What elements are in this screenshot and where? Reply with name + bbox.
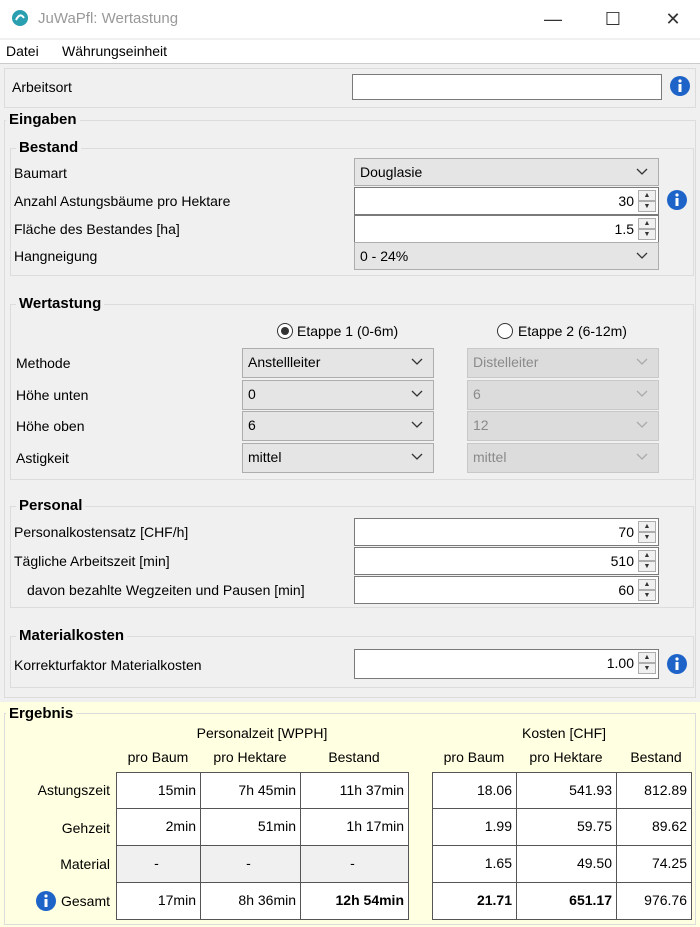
spin-down-icon[interactable]: ▼	[638, 229, 656, 240]
anzahl-value: 30	[618, 193, 634, 209]
ergebnis-title: Ergebnis	[6, 705, 76, 722]
hang-select[interactable]	[354, 242, 659, 270]
table-cell: 51min	[200, 808, 301, 846]
wegzeiten-value: 60	[618, 582, 634, 598]
wegzeiten-label: davon bezahlte Wegzeiten und Pausen [min]	[27, 582, 305, 598]
spin-up-icon[interactable]: ▲	[638, 652, 656, 663]
etappe2-label[interactable]: Etappe 2 (6-12m)	[518, 323, 627, 339]
table-cell: 17min	[116, 882, 201, 920]
table-cell: 74.25	[616, 845, 692, 883]
row-label-gesamt: Gesamt	[60, 893, 110, 909]
table-cell: 49.50	[516, 845, 617, 883]
chevron-down-icon	[411, 420, 423, 430]
baumart-label: Baumart	[14, 165, 67, 181]
hang-label: Hangneigung	[14, 248, 98, 264]
e2-methode-select	[467, 348, 659, 378]
hoehe-unten-label: Höhe unten	[16, 387, 89, 403]
table-cell: 541.93	[516, 772, 617, 809]
title-bar	[0, 0, 700, 38]
table-cell: 1h 17min	[300, 808, 409, 846]
e2-hoehe-oben-select	[467, 411, 659, 441]
col-header: pro Baum	[443, 749, 505, 765]
chevron-down-icon	[636, 420, 648, 430]
chevron-down-icon	[636, 452, 648, 462]
wegzeiten-stepper[interactable]	[354, 576, 659, 604]
spin-down-icon[interactable]: ▼	[638, 561, 656, 572]
window-title: JuWaPfl: Wertastung	[38, 10, 179, 27]
arbeitszeit-label: Tägliche Arbeitszeit [min]	[14, 553, 170, 569]
chevron-down-icon	[636, 167, 648, 177]
close-button[interactable]: ✕	[665, 9, 681, 29]
etappe1-label[interactable]: Etappe 1 (0-6m)	[297, 323, 399, 339]
table-cell: 7h 45min	[200, 772, 301, 809]
materialkosten-title: Materialkosten	[16, 627, 127, 644]
eingaben-title: Eingaben	[6, 111, 80, 128]
flaeche-value: 1.5	[614, 221, 634, 237]
e2-astigkeit-value: mittel	[473, 449, 507, 465]
chevron-down-icon	[411, 389, 423, 399]
table-cell: 12h 54min	[300, 882, 409, 920]
arbeitsort-label: Arbeitsort	[12, 79, 72, 95]
menu-bar	[0, 40, 700, 64]
spin-down-icon[interactable]: ▼	[638, 663, 656, 674]
chevron-down-icon	[411, 357, 423, 367]
baumart-select[interactable]	[354, 158, 659, 186]
col-header: pro Hektare	[529, 749, 603, 765]
anzahl-stepper[interactable]	[354, 187, 659, 215]
app-icon	[10, 8, 30, 28]
e2-hoehe-unten-value: 6	[473, 386, 481, 402]
table-cell: 21.71	[432, 882, 517, 920]
spin-up-icon[interactable]: ▲	[638, 218, 656, 229]
personalkostensatz-stepper[interactable]	[354, 518, 659, 546]
row-label-astungszeit: Astungszeit	[37, 782, 110, 798]
minimize-button[interactable]: —	[544, 9, 562, 29]
e2-methode-value: Distelleiter	[473, 354, 539, 370]
table-cell: 59.75	[516, 808, 617, 846]
spin-down-icon[interactable]: ▼	[638, 201, 656, 212]
info-icon[interactable]	[669, 75, 691, 97]
e1-astigkeit-value: mittel	[248, 449, 282, 465]
col-header: Bestand	[630, 749, 682, 765]
etappe1-radio[interactable]	[277, 323, 293, 339]
table-cell: -	[116, 845, 201, 883]
astigkeit-label: Astigkeit	[16, 450, 69, 466]
e1-methode-select[interactable]	[242, 348, 434, 378]
e1-methode-value: Anstellleiter	[248, 354, 321, 370]
personalkostensatz-value: 70	[618, 524, 634, 540]
personal-title: Personal	[16, 497, 85, 514]
bestand-title: Bestand	[16, 139, 81, 156]
menu-waehrungseinheit[interactable]: Währungseinheit	[62, 43, 168, 59]
spin-down-icon[interactable]: ▼	[638, 532, 656, 543]
spin-up-icon[interactable]: ▲	[638, 550, 656, 561]
anzahl-label: Anzahl Astungsbäume pro Hektare	[14, 193, 231, 209]
col-header: pro Hektare	[213, 749, 287, 765]
methode-label: Methode	[16, 355, 71, 371]
e2-hoehe-oben-value: 12	[473, 417, 489, 433]
personalkostensatz-label: Personalkostensatz [CHF/h]	[14, 524, 189, 540]
hoehe-oben-label: Höhe oben	[16, 418, 85, 434]
e2-hoehe-unten-select	[467, 380, 659, 410]
col-header: Bestand	[328, 749, 380, 765]
row-label-material: Material	[60, 856, 110, 872]
table-cell: -	[300, 845, 409, 883]
table-cell: -	[200, 845, 301, 883]
korrekturfaktor-value: 1.00	[606, 655, 634, 671]
table-cell: 976.76	[616, 882, 692, 920]
table-cell: 2min	[116, 808, 201, 846]
chevron-down-icon	[636, 389, 648, 399]
table-cell: 11h 37min	[300, 772, 409, 809]
baumart-value: Douglasie	[360, 164, 423, 180]
korrekturfaktor-stepper[interactable]	[354, 649, 659, 679]
info-icon[interactable]	[666, 189, 688, 211]
e1-hoehe-unten-select[interactable]	[242, 380, 434, 410]
wertastung-title: Wertastung	[16, 295, 104, 312]
kosten-header: Kosten [CHF]	[521, 725, 607, 741]
flaeche-stepper[interactable]	[354, 215, 659, 243]
korrekturfaktor-label: Korrekturfaktor Materialkosten	[14, 657, 202, 673]
table-cell: 89.62	[616, 808, 692, 846]
e1-hoehe-unten-value: 0	[248, 386, 256, 402]
e2-astigkeit-select	[467, 443, 659, 473]
chevron-down-icon	[411, 452, 423, 462]
table-cell: 651.17	[516, 882, 617, 920]
table-cell: 1.65	[432, 845, 517, 883]
table-cell: 8h 36min	[200, 882, 301, 920]
personalzeit-header: Personalzeit [WPPH]	[196, 725, 328, 741]
row-label-gehzeit: Gehzeit	[61, 820, 110, 836]
info-icon[interactable]	[666, 653, 688, 675]
e1-hoehe-oben-select[interactable]	[242, 411, 434, 441]
maximize-button[interactable]: ☐	[604, 9, 622, 29]
arbeitszeit-value: 510	[610, 553, 634, 569]
arbeitsort-input[interactable]	[352, 74, 662, 100]
menu-datei[interactable]: Datei	[6, 43, 39, 59]
flaeche-label: Fläche des Bestandes [ha]	[14, 221, 180, 237]
table-cell: 18.06	[432, 772, 517, 809]
e1-hoehe-oben-value: 6	[248, 417, 256, 433]
chevron-down-icon	[636, 357, 648, 367]
table-cell: 1.99	[432, 808, 517, 846]
hang-value: 0 - 24%	[360, 248, 409, 264]
table-cell: 812.89	[616, 772, 692, 809]
spin-down-icon[interactable]: ▼	[638, 590, 656, 601]
chevron-down-icon	[636, 251, 648, 261]
spin-up-icon[interactable]: ▲	[638, 579, 656, 590]
spin-up-icon[interactable]: ▲	[638, 521, 656, 532]
table-cell: 15min	[116, 772, 201, 809]
e1-astigkeit-select[interactable]	[242, 443, 434, 473]
arbeitszeit-stepper[interactable]	[354, 547, 659, 575]
etappe2-radio[interactable]	[497, 323, 513, 339]
col-header: pro Baum	[127, 749, 189, 765]
spin-up-icon[interactable]: ▲	[638, 190, 656, 201]
